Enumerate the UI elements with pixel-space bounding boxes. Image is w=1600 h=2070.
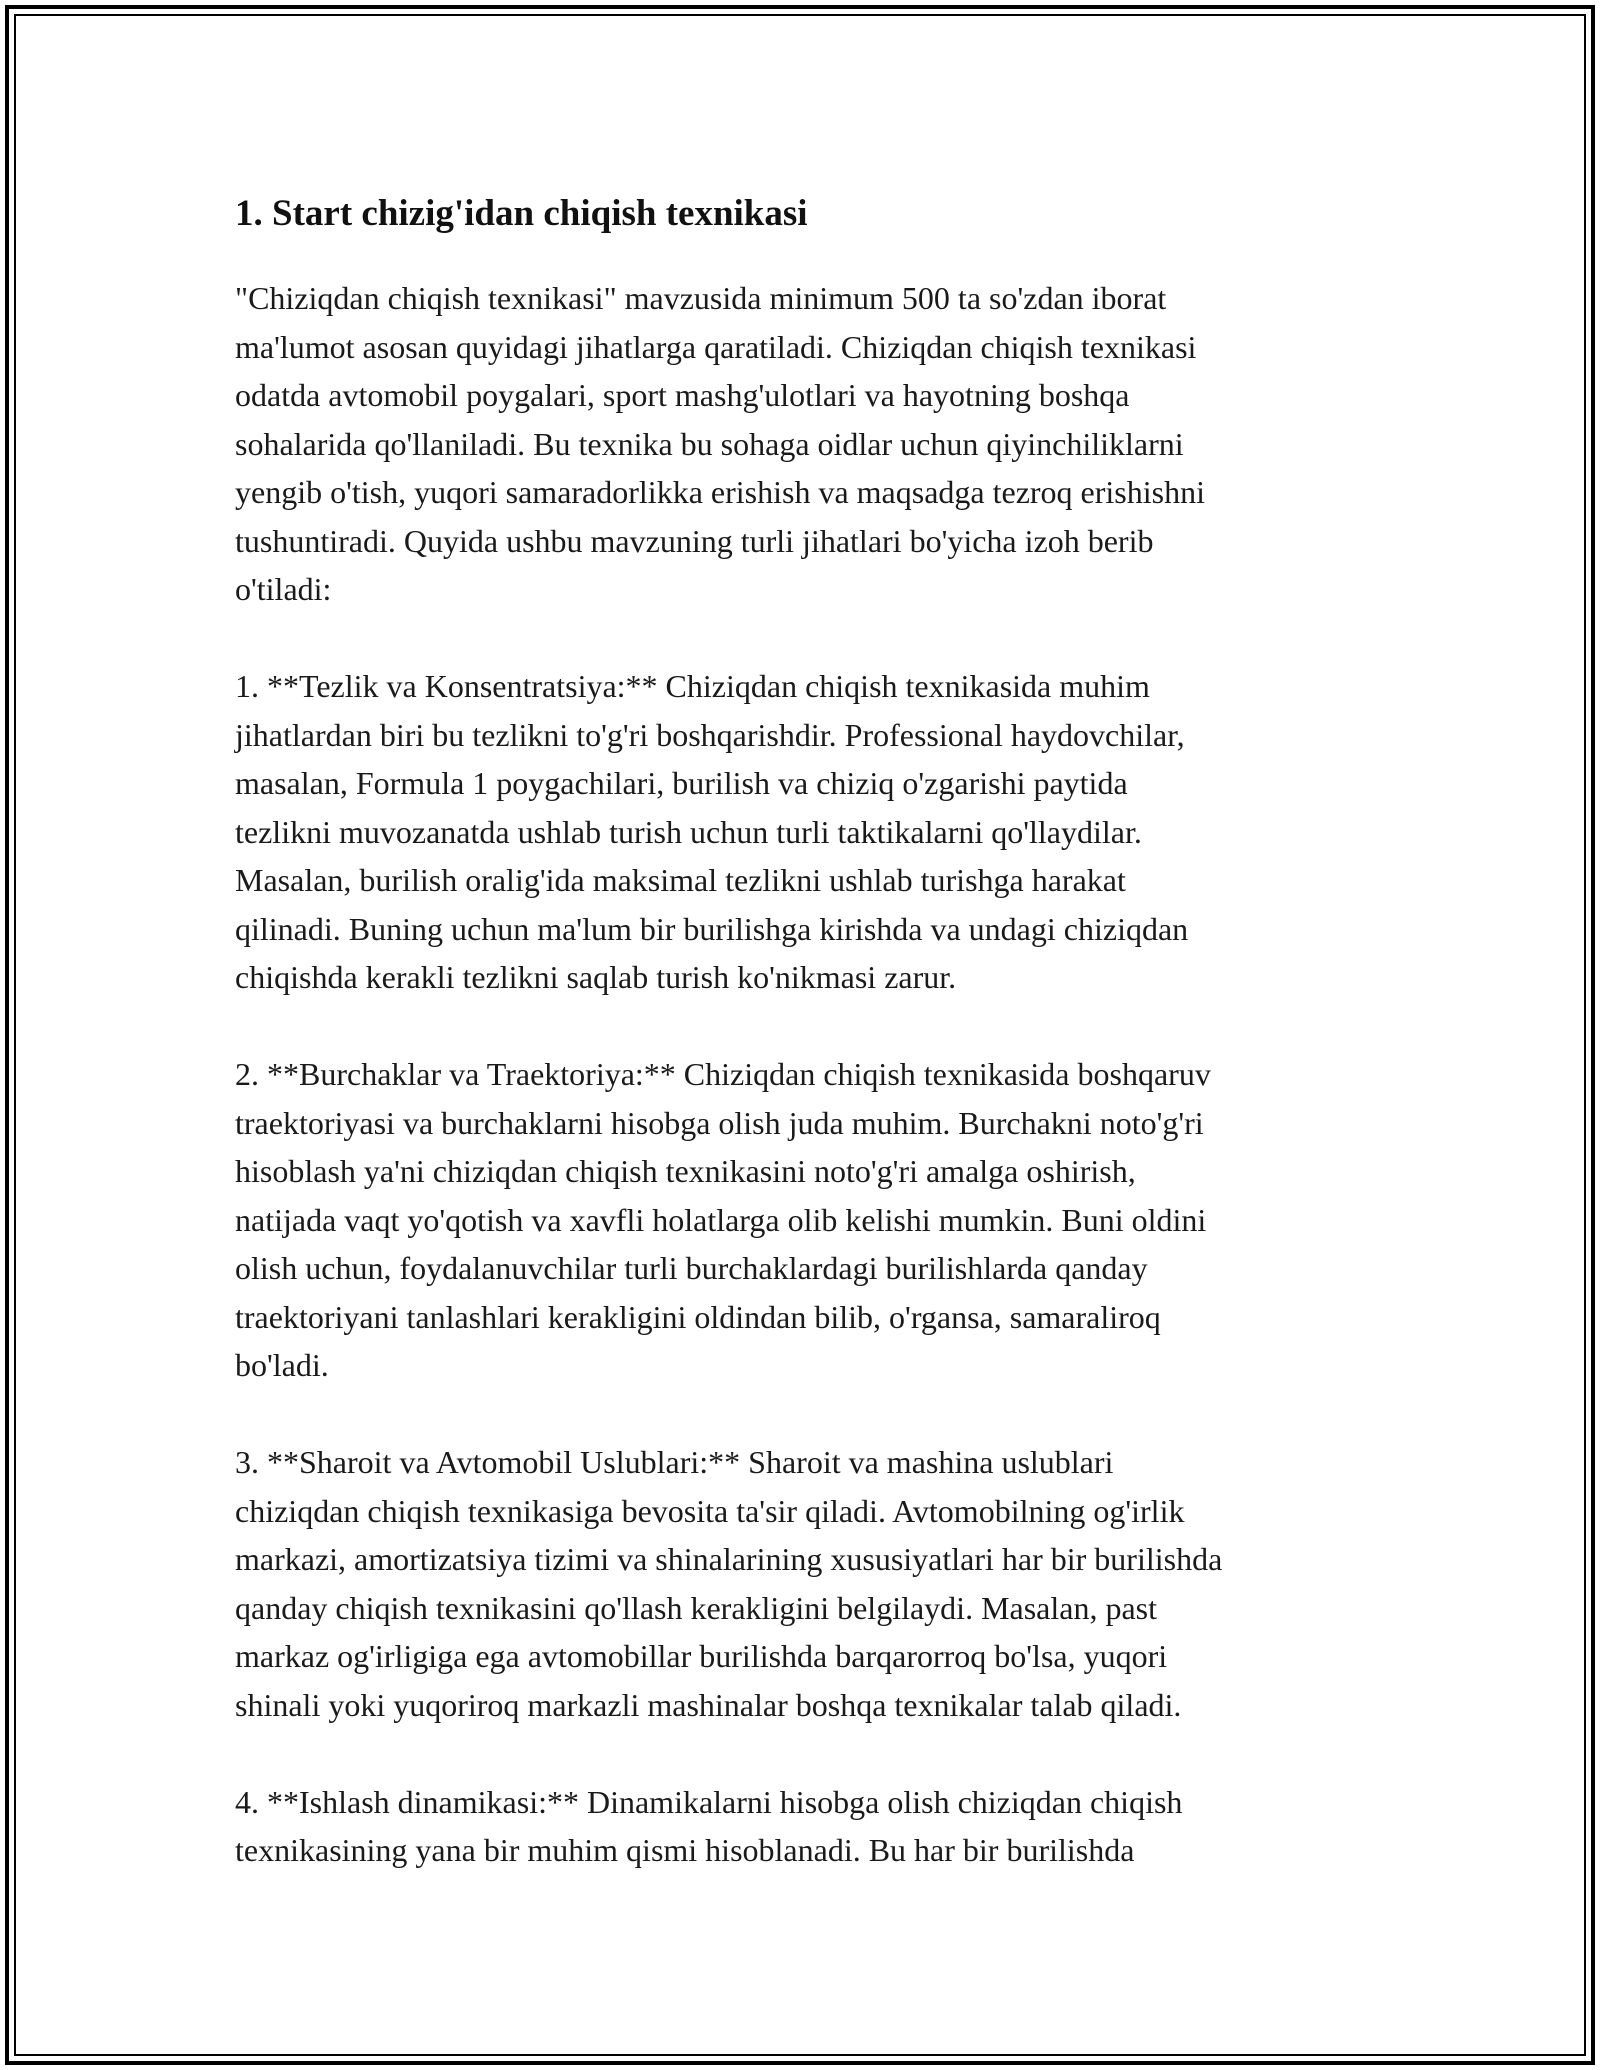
point-4-paragraph (235, 1778, 1385, 1875)
paragraph-line: ma'lumot asosan quyidagi jihatlarga qaratiladi. Chiziqdan chiqish texnikasi (235, 328, 1197, 365)
paragraph-line: bo'ladi. (235, 1347, 329, 1383)
paragraph-line: traektoriyani tanlashlari kerakligini oldindan bilib, o'rgansa, samaraliroq (235, 1298, 1161, 1335)
paragraph-line: 2. **Burchaklar va Traektoriya:** Chiziqdan chiqish texnikasida boshqaruv (235, 1056, 1211, 1092)
paragraph-line: shinali yoki yuqoriroq markazli mashinalar boshqa texnikalar talab qiladi. (235, 1686, 1182, 1723)
paragraph-line: markaz og'irligiga ega avtomobillar burilishda barqarorroq bo'lsa, yuqori (235, 1638, 1168, 1674)
page-title: 1. Start chizig'idan chiqish texnikasi (235, 193, 808, 234)
paragraph-line: natijada vaqt yo'qotish va xavfli holatlarga olib kelishi mumkin. Buni oldini (235, 1201, 1207, 1238)
document-body (235, 186, 1385, 1923)
paragraph-line: hisoblash ya'ni chiziqdan chiqish texnikasini noto'g'ri amalga oshirish, (235, 1153, 1136, 1189)
paragraph-line: markazi, amortizatsiya tizimi va shinalarining xususiyatlari har bir burilishda (235, 1541, 1223, 1577)
point-3-paragraph (235, 1438, 1385, 1729)
paragraph-line: masalan, Formula 1 poygachilari, burilish va chiziq o'zgarishi paytida (235, 765, 1128, 801)
paragraph-line: odatda avtomobil poygalari, sport mashg'ulotlari va hayotning boshqa (235, 377, 1130, 413)
paragraph-line: tezlikni muvozanatda ushlab turish uchun turli taktikalarni qo'llaydilar. (235, 813, 1142, 850)
paragraph-line: qilinadi. Buning uchun ma'lum bir burilishga kirishda va undagi chiziqdan (235, 910, 1189, 947)
paragraph-line: yengib o'tish, yuqori samaradorlikka erishish va maqsadga tezroq erishishni (235, 474, 1205, 510)
paragraph-line: Masalan, burilish oralig'ida maksimal tezlikni ushlab turishga harakat (235, 862, 1126, 898)
paragraph-line: olish uchun, foydalanuvchilar turli burchaklardagi burilishlarda qanday (235, 1250, 1148, 1286)
paragraph-line: o'tiladi: (235, 571, 332, 607)
point-1-paragraph (235, 662, 1385, 1002)
paragraph-line: jihatlardan biri bu tezlikni to'g'ri boshqarishdir. Professional haydovchilar, (235, 716, 1185, 753)
paragraph-line: 4. **Ishlash dinamikasi:** Dinamikalarni hisobga olish chiziqdan chiqish (235, 1783, 1183, 1820)
paragraph-line: 3. **Sharoit va Avtomobil Uslublari:** Sharoit va mashina uslublari (235, 1444, 1114, 1480)
paragraph-line: 1. **Tezlik va Konsentratsiya:** Chiziqdan chiqish texnikasida muhim (235, 668, 1150, 704)
paragraph-line: chiqishda kerakli tezlikni saqlab turish ko'nikmasi zarur. (235, 959, 957, 995)
paragraph-line: traektoriyasi va burchaklarni hisobga olish juda muhim. Burchakni noto'g'ri (235, 1104, 1204, 1141)
intro-paragraph (235, 274, 1385, 614)
paragraph-line: qanday chiqish texnikasini qo'llash kerakligini belgilaydi. Masalan, past (235, 1589, 1158, 1626)
paragraph-line: chiziqdan chiqish texnikasiga bevosita ta'sir qiladi. Avtomobilning og'irlik (235, 1492, 1185, 1529)
point-2-paragraph (235, 1050, 1385, 1390)
paragraph-line: tushuntiradi. Quyida ushbu mavzuning turli jihatlari bo'yicha izoh berib (235, 522, 1154, 559)
paragraph-line: "Chiziqdan chiqish texnikasi" mavzusida minimum 500 ta so'zdan iborat (235, 280, 1167, 316)
paragraph-line: sohalarida qo'llaniladi. Bu texnika bu sohaga oidlar uchun qiyinchiliklarni (235, 425, 1184, 462)
paragraph-line: texnikasining yana bir muhim qismi hisoblanadi. Bu har bir burilishda (235, 1832, 1135, 1868)
